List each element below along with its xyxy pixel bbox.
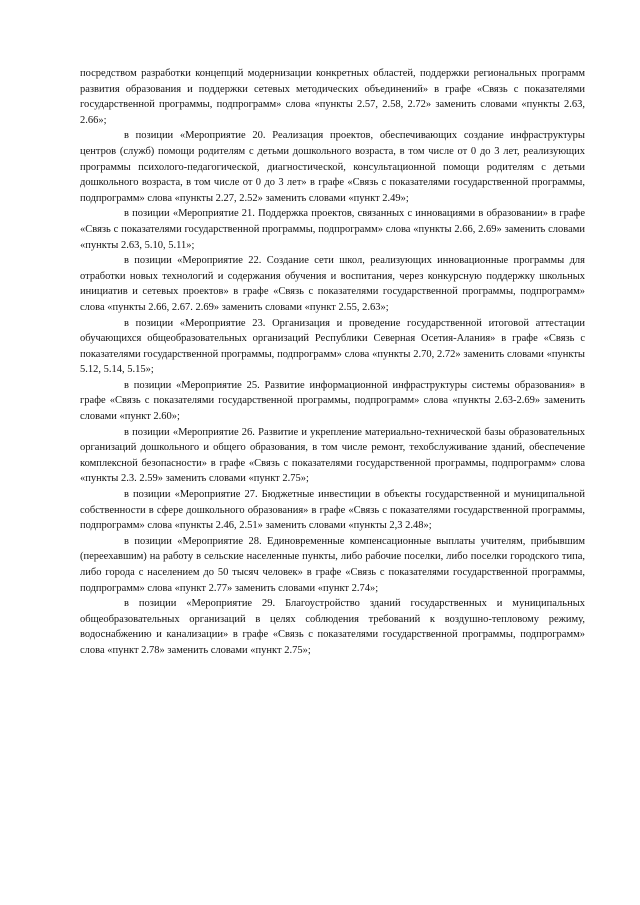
paragraph-continuation: посредством разработки концепций модернизации конкретных областей, поддержки региональных программ развития образования и поддержки сетевых методических объединений» в графе «Связь с показателями государственной программы, подпрограмм» слова «пункты 2.57, 2.58, 2.72» заменить словами «пункты 2.63, 2.66»; [80,68,585,126]
paragraph-item-27: в позиции «Мероприятие 27. Бюджетные инвестиции в объекты государственной и муниципальной собственности в сфере дошкольного образования» в графе «Связь с показателями государственной программы, подпрограмм» слова «пункты 2.46, 2.51» заменить словами «пункты 2,3 2.48»; [80,489,585,532]
paragraph-item-20: в позиции «Мероприятие 20. Реализация проектов, обеспечивающих создание инфраструктуры центров (служб) помощи родителям с детьми дошкольного возраста, в том числе от 0 до 3 лет, реализующих программы психолого-педагогической, диагностической, консультационной помощи родителям с детьми дошкольного возраста, в том числе от 0 до 3 лет» в графе «Связь с показателями государственной программы, подпрограмм» слова «пункты 2.27, 2.52» заменить словами «пункт 2.49»; [80,130,585,204]
paragraph-item-21: в позиции «Мероприятие 21. Поддержка проектов, связанных с инновациями в образовании» в графе «Связь с показателями государственной программы, подпрограмм» слова «пункты 2.66, 2.69» заменить словами «пункты 2.63, 5.10, 5.11»; [80,208,585,251]
paragraph-item-26: в позиции «Мероприятие 26. Развитие и укрепление материально-технической базы образовательных организаций дошкольного и общего образования, в том числе ремонт, техобслуживание зданий, обеспечение комплексной безопасности» в графе «Связь с показателями государственной программы, подпрограмм» слова «пункты 2.3. 2.59» заменить словами «пункт 2.75»; [80,426,585,485]
paragraph-item-23: в позиции «Мероприятие 23. Организация и проведение государственной итоговой аттестации обучающихся общеобразовательных организаций Республики Северная Осетия-Алания» в графе «Связь с показателями государственной программы, подпрограмм» слова «пункты 2.70, 2.72» заменить словами «пункты 5.12, 5.14, 5.15»; [80,317,585,376]
paragraph-item-22: в позиции «Мероприятие 22. Создание сети школ, реализующих инновационные программы для отработки новых технологий и содержания обучения и воспитания, через конкурсную поддержку школьных инициатив и сетевых проектов» в графе «Связь с показателями государственной программы, подпрограмм» слова «пункты 2.66, 2.67. 2.69» заменить словами «пункт 2.55, 2.63»; [80,255,585,313]
paragraph-item-29: в позиции «Мероприятие 29. Благоустройство зданий государственных и муниципальных общеобразовательных организаций в целях соблюдения требований к воздушно-тепловому режиму, водоснабжению и канализации» в графе «Связь с показателями государственной программы, подпрограмм» слова «пункт 2.78» заменить словами «пункт 2.75»; [80,598,585,656]
paragraph-item-25: в позиции «Мероприятие 25. Развитие информационной инфраструктуры системы образования» в графе «Связь с показателями государственной программы, подпрограмм» слова «пункты 2.63-2.69» заменить словами «пункт 2.60»; [80,379,585,423]
document-body [80,66,585,659]
paragraph-item-28: в позиции «Мероприятие 28. Единовременные компенсационные выплаты учителям, прибывшим (переехавшим) на работу в сельские населенные пункты, либо рабочие поселки, либо поселки городского типа, либо города с населением до 50 тысяч человек» в графе «Связь с показателями государственной программы, подпрограмм» слова «пункт 2.77» заменить словами «пункт 2.74»; [80,535,585,594]
